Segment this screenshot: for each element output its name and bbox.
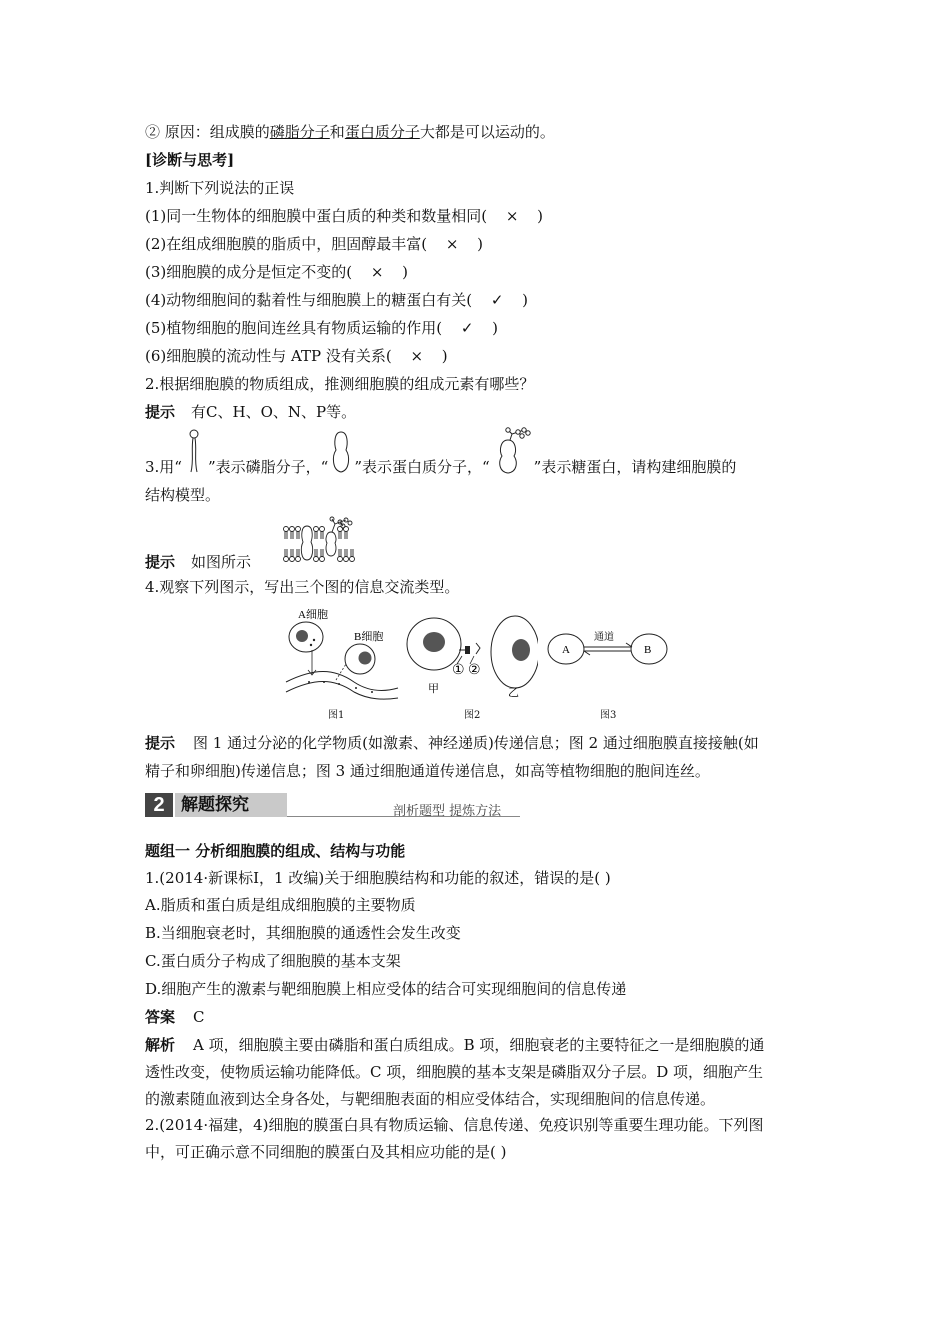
q4-hint-line2: 精子和卵细胞)传递信息；图 3 通过细胞通道传递信息，如高等植物细胞的胞间连丝。 bbox=[145, 762, 710, 780]
banner-title: 解题探究 bbox=[175, 793, 287, 817]
judgement-mark: ✓ bbox=[490, 291, 504, 309]
protein-svg bbox=[328, 428, 354, 476]
judgement-mark: ✓ bbox=[460, 319, 474, 337]
judgement-mark: × bbox=[445, 235, 459, 253]
answer-label: 答案 bbox=[145, 1008, 176, 1026]
q4: 4.观察下列图示，写出三个图的信息交流类型。 bbox=[145, 578, 460, 596]
label-jia: 甲 bbox=[428, 683, 439, 695]
judgement-mark: × bbox=[410, 347, 424, 365]
q3-hint-line bbox=[145, 553, 251, 571]
label-cell-b: B细胞 bbox=[354, 631, 384, 643]
figure-1-caption: 图1 bbox=[328, 710, 345, 721]
judgement-5 bbox=[145, 319, 498, 337]
hint-label: 提示 bbox=[145, 553, 176, 571]
analysis-line2: 透性改变，使物质运输功能降低。C 项，细胞膜的基本支架是磷脂双分子层。D 项，细胞产生 bbox=[145, 1063, 764, 1081]
q2-hint: 有C、H、O、N、P等。 bbox=[191, 403, 357, 421]
hint-label: 提示 bbox=[145, 403, 176, 421]
phospholipid-icon bbox=[182, 458, 208, 476]
q3-text-a: 3.用“ bbox=[145, 458, 182, 476]
answer-line bbox=[145, 1008, 205, 1026]
judgement-end: ) bbox=[402, 263, 408, 281]
figure-1-secretion bbox=[284, 600, 400, 700]
label-node-a: A bbox=[562, 644, 570, 656]
q3-text-b: ”表示磷脂分子，“ bbox=[207, 458, 329, 476]
question-2-line2: 中，可正确示意不同细胞的膜蛋白及其相应功能的是( ) bbox=[145, 1143, 507, 1161]
judgement-6 bbox=[145, 347, 448, 365]
reason-protein: 蛋白质分子 bbox=[344, 123, 420, 141]
option-a: A.脂质和蛋白质是组成细胞膜的主要物质 bbox=[145, 896, 416, 914]
label-circle-1: ① bbox=[452, 662, 465, 678]
figure-3-caption: 图3 bbox=[600, 710, 617, 721]
label-cell-a: A细胞 bbox=[298, 609, 328, 621]
analysis-label: 解析 bbox=[145, 1036, 176, 1054]
figure-3-channel bbox=[546, 626, 670, 670]
judgement-text: (1)同一生物体的细胞膜中蛋白质的种类和数量相同( bbox=[145, 207, 488, 225]
judgement-end: ) bbox=[477, 235, 483, 253]
section-banner bbox=[145, 792, 520, 818]
q2-hint-line bbox=[145, 403, 356, 421]
reason-prefix: ② 原因：组成膜的 bbox=[145, 123, 270, 141]
judgement-end: ) bbox=[492, 319, 498, 337]
judgement-text: (4)动物细胞间的黏着性与细胞膜上的糖蛋白有关( bbox=[145, 291, 473, 309]
diagnosis-title: [诊断与思考] bbox=[145, 151, 235, 169]
q1-title: 1.判断下列说法的正误 bbox=[145, 179, 295, 197]
judgement-3 bbox=[145, 263, 408, 281]
reason-line bbox=[145, 123, 555, 141]
membrane-model-figure bbox=[280, 512, 360, 564]
question-2-line1: 2.(2014·福建，4)细胞的膜蛋白具有物质运输、信息传递、免疫识别等重要生理功能。下列图 bbox=[145, 1116, 764, 1134]
judgement-2 bbox=[145, 235, 483, 253]
reason-suffix: 大都是可以运动的。 bbox=[419, 123, 555, 141]
top-lipids bbox=[284, 527, 349, 540]
judgement-end: ) bbox=[522, 291, 528, 309]
label-circle-2: ② bbox=[468, 662, 481, 678]
answer-value: C bbox=[193, 1008, 205, 1026]
judgement-1 bbox=[145, 207, 543, 225]
reason-phospholipid: 磷脂分子 bbox=[269, 123, 330, 141]
option-c: C.蛋白质分子构成了细胞膜的基本支架 bbox=[145, 952, 401, 970]
label-channel: 通道 bbox=[594, 632, 614, 643]
judgement-text: (6)细胞膜的流动性与 ATP 没有关系( bbox=[145, 347, 392, 365]
reason-and: 和 bbox=[329, 123, 345, 141]
bottom-lipids bbox=[284, 549, 355, 562]
analysis-line1 bbox=[145, 1036, 764, 1054]
judgement-end: ) bbox=[537, 207, 543, 225]
label-node-b: B bbox=[644, 644, 652, 656]
glycoprotein-icon bbox=[490, 458, 534, 476]
q3-hint: 如图所示 bbox=[191, 553, 252, 571]
figure-2-contact bbox=[402, 612, 538, 702]
judgement-text: (2)在组成细胞膜的脂质中，胆固醇最丰富( bbox=[145, 235, 428, 253]
judgement-mark: × bbox=[505, 207, 519, 225]
glycoprotein-svg bbox=[490, 426, 534, 476]
judgement-text: (5)植物细胞的胞间连丝具有物质运输的作用( bbox=[145, 319, 443, 337]
judgement-text: (3)细胞膜的成分是恒定不变的( bbox=[145, 263, 353, 281]
option-b: B.当细胞衰老时，其细胞膜的通透性会发生改变 bbox=[145, 924, 461, 942]
banner-subtitle: 剖析题型 提炼方法 bbox=[393, 804, 502, 819]
group-title: 题组一 分析细胞膜的组成、结构与功能 bbox=[145, 842, 406, 860]
question-1: 1.(2014·新课标Ⅰ，1 改编)关于细胞膜结构和功能的叙述，错误的是( ) bbox=[145, 869, 611, 887]
analysis-text1: A 项，细胞膜主要由磷脂和蛋白质组成。B 项，细胞衰老的主要特征之一是细胞膜的通 bbox=[193, 1036, 765, 1054]
hint-label: 提示 bbox=[145, 734, 176, 752]
judgement-4 bbox=[145, 291, 528, 309]
judgement-mark: × bbox=[370, 263, 384, 281]
q3-line bbox=[145, 458, 736, 476]
q3-line2: 结构模型。 bbox=[145, 486, 221, 504]
figure-2-caption: 图2 bbox=[464, 710, 481, 721]
q4-hint-line1 bbox=[145, 734, 759, 752]
q3-text-d: ”表示糖蛋白，请构建细胞膜的 bbox=[533, 458, 737, 476]
phospholipid-svg bbox=[182, 428, 208, 476]
q3-text-c: ”表示蛋白质分子，“ bbox=[354, 458, 490, 476]
q2: 2.根据细胞膜的物质组成，推测细胞膜的组成元素有哪些？ bbox=[145, 375, 535, 393]
q4-hint-text1: 图 1 通过分泌的化学物质(如激素、神经递质)传递信息；图 2 通过细胞膜直接接触(如 bbox=[193, 734, 759, 752]
label-yi: 乙 bbox=[508, 687, 519, 699]
banner-number: 2 bbox=[145, 793, 173, 817]
analysis-line3: 的激素随血液到达全身各处，与靶细胞表面的相应受体结合，实现细胞间的信息传递。 bbox=[145, 1090, 716, 1108]
option-d: D.细胞产生的激素与靶细胞膜上相应受体的结合可实现细胞间的信息传递 bbox=[145, 980, 627, 998]
judgement-end: ) bbox=[441, 347, 448, 365]
protein-icon bbox=[328, 458, 354, 476]
